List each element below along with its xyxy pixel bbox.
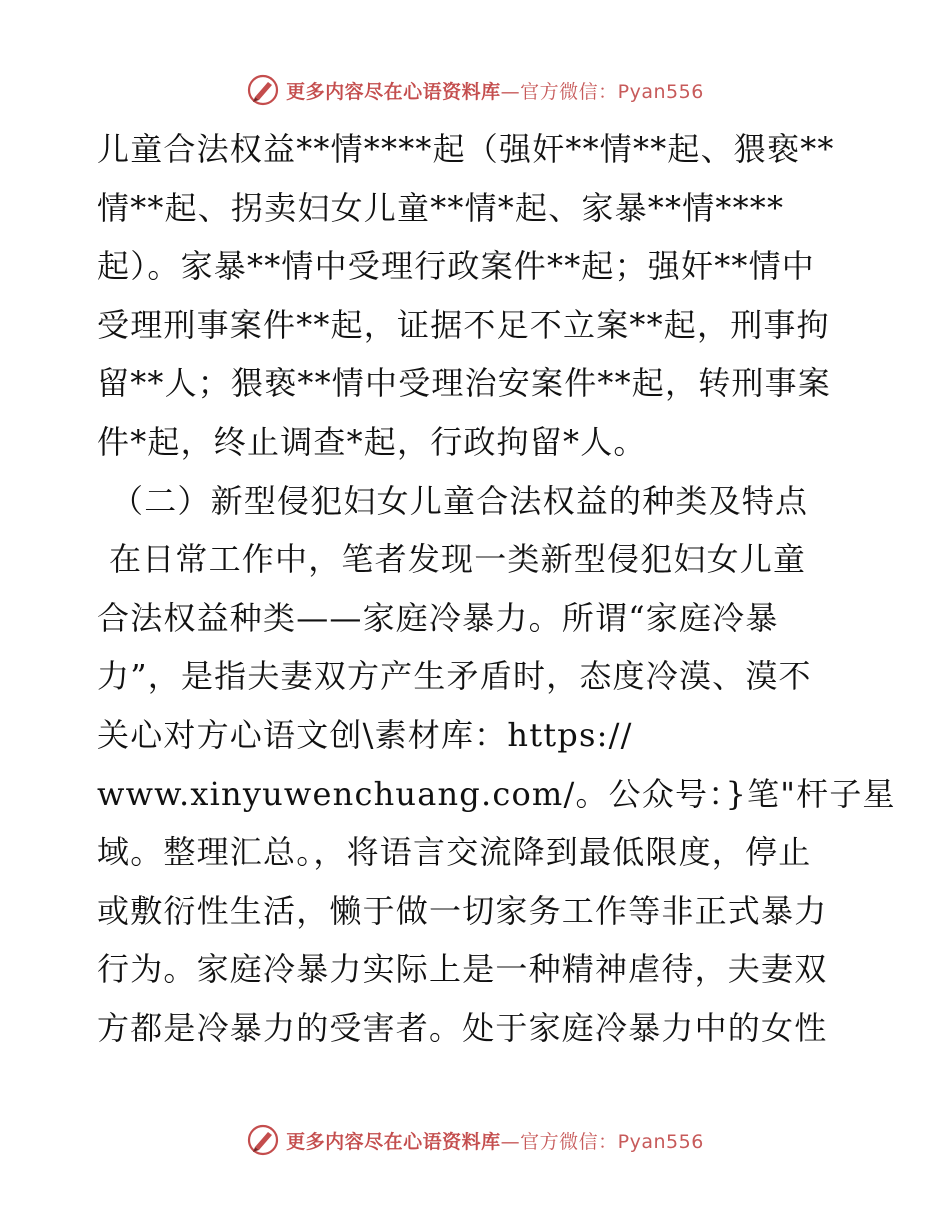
document-body [97, 120, 896, 1058]
text-line: www.xinyuwenchuang.com/。公众号：}笔"杆子星 [97, 774, 896, 813]
section-heading: （二）新型侵犯妇女儿童合法权益的种类及特点 [111, 481, 809, 520]
text-line: 力”，是指夫妻双方产生矛盾时，态度冷漠、漠不 [97, 657, 812, 696]
watermark-banner-top [0, 70, 950, 110]
watermark-text-bottom: 更多内容尽在心语资料库—官方微信：Pyan556 [286, 1130, 704, 1153]
text-line: 件*起，终止调查*起，行政拘留*人。 [97, 422, 647, 461]
pen-logo-icon [246, 1123, 280, 1157]
pen-logo-icon [246, 73, 280, 107]
text-line: 行为。家庭冷暴力实际上是一种精神虐待，夫妻双 [97, 950, 828, 989]
text-line: 留**人；猥亵**情中受理治安案件**起，转刑事案 [97, 364, 832, 403]
text-line: 或敷衍性生活，懒于做一切家务工作等非正式暴力 [97, 891, 828, 930]
text-line: 关心对方心语文创\素材库：https:// [97, 715, 633, 754]
text-line: 在日常工作中，笔者发现一类新型侵犯妇女儿童 [109, 540, 807, 579]
text-line: 合法权益种类——家庭冷暴力。所谓“家庭冷暴 [97, 598, 779, 637]
watermark-banner-bottom [0, 1120, 950, 1160]
text-line: 域。整理汇总。，将语言交流降到最低限度，停止 [97, 833, 812, 872]
text-line: 受理刑事案件**起，证据不足不立案**起，刑事拘 [97, 305, 830, 344]
text-line: 情**起、拐卖妇女儿童**情*起、家暴**情**** [97, 188, 785, 227]
text-line: 儿童合法权益**情****起（强奸**情**起、猥亵** [97, 130, 835, 168]
text-line: 方都是冷暴力的受害者。处于家庭冷暴力中的女性 [97, 1008, 828, 1047]
text-line: 起）。家暴**情中受理行政案件**起；强奸**情中 [97, 247, 816, 286]
watermark-text-top: 更多内容尽在心语资料库—官方微信：Pyan556 [286, 80, 704, 103]
